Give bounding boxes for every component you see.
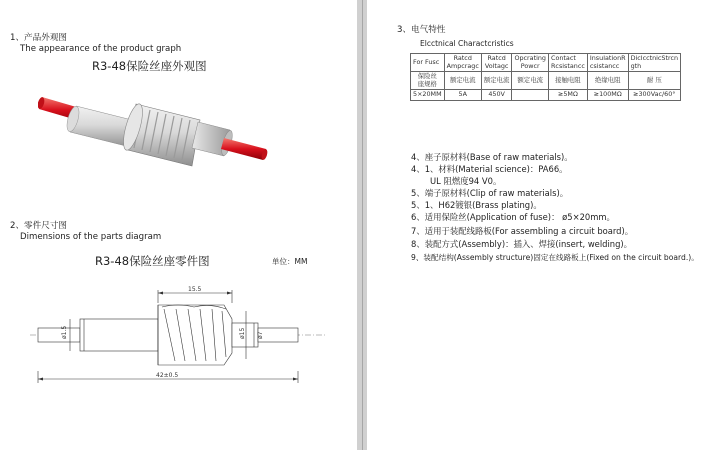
spec-item-8: 8、装配方式(Assembly)：插入、焊接(insert, welding)。 [411,239,633,249]
dim-mid-label: ø15 [239,327,246,339]
section-2-subtitle: Dimensions of the parts diagram [20,232,162,242]
spec-item-ul: UL 阻燃度94 V0。 [430,176,502,186]
unit-label: 单位：MM [272,257,308,266]
section-1-heading: R3-48保险丝座外观图 [92,59,207,73]
table-cell: Contact Rcsistancc [548,54,587,72]
spec-item-4: 4、座子原材料(Base of raw materials)。 [411,152,573,162]
table-row [411,90,681,101]
table-cell: Ratcd Voltagc [481,54,512,72]
table-cell: ≥5MΩ [548,90,587,101]
table-cell: ≥300Vac/60° [628,90,680,101]
electrical-characteristics-table [410,53,681,101]
page-divider [362,0,363,450]
table-cell: 绝缘电阻 [587,72,628,90]
table-cell: For Fusc [411,54,445,72]
table-cell: ≥100MΩ [587,90,628,101]
section-1-subtitle: The appearance of the product graph [20,44,182,54]
table-row [411,54,681,72]
spec-item-5-1: 5、1、H62镀银(Brass plating)。 [411,200,542,210]
section-3-title: 3、电气特性 [397,25,446,35]
table-cell: DiclcctnicStrcn gth [628,54,680,72]
table-cell: 耐 压 [628,72,680,90]
table-cell [512,90,549,101]
spec-item-6: 6、适用保险丝(Application of fuse)： ø5×20mm。 [411,212,615,222]
spec-item-4-1: 4、1、材料(Material science)：PA66。 [411,164,568,174]
dim-right-label: ø7 [257,331,264,339]
table-cell: Ratcd Ampcragc [444,54,481,72]
table-cell: 5A [444,90,481,101]
section-1-title: 1、产品外观图 [10,33,68,43]
table-row [411,72,681,90]
table-cell: 450V [481,90,512,101]
spec-item-9: 9、装配结构(Assembly structure)固定在线路板上(Fixed on the circuit board.)。 [411,253,699,262]
fuse-holder-product-image [38,86,268,174]
spec-item-7: 7、适用于装配线路板(For assembling a circuit board)。 [411,226,634,236]
table-cell: Opcrating Powcr [512,54,549,72]
section-3-subtitle: Elcctnical Charactcristics [420,39,514,48]
section-2-title: 2、零件尺寸图 [10,221,68,231]
table-cell: 额定电流 [444,72,481,90]
table-cell: InsulationR csistancc [587,54,628,72]
table-cell: 接触电阻 [548,72,587,90]
dim-left-label: ø1.5 [61,325,68,339]
table-cell: 保险丝 座规格 [411,72,445,90]
parts-dimension-drawing [28,283,328,393]
table-cell: 额定电流 [481,72,512,90]
table-cell: 额定电流 [512,72,549,90]
section-2-heading: R3-48保险丝座零件图 [95,254,210,268]
dim-top-label: 15.5 [188,286,202,293]
spec-item-5: 5、端子原材料(Clip of raw materials)。 [411,188,569,198]
dim-bottom-label: 42±0.5 [156,372,179,379]
table-cell: 5×20MM [411,90,445,101]
